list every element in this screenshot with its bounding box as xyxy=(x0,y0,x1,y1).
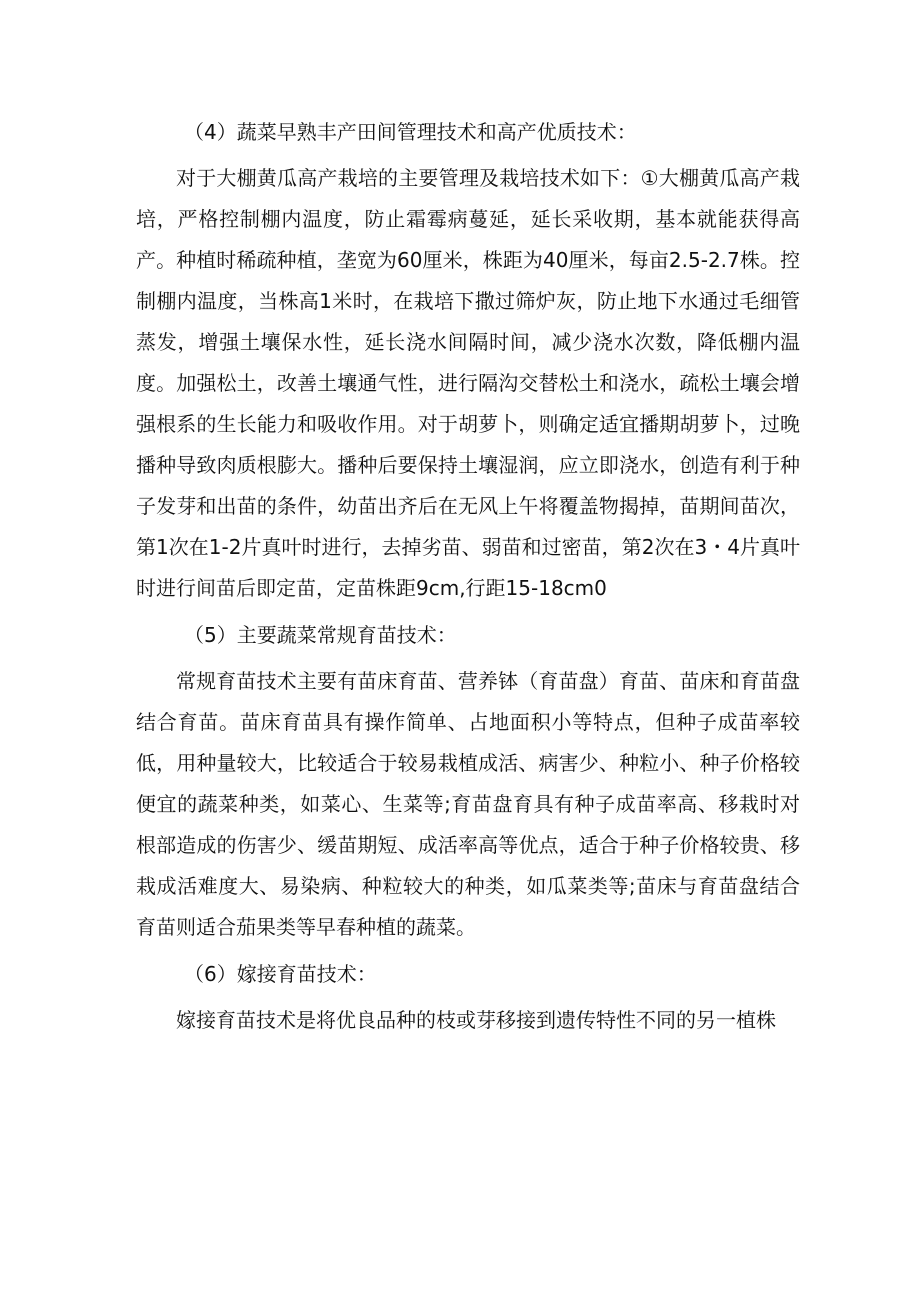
section-paragraph-4: 对于大棚黄瓜高产栽培的主要管理及栽培技术如下：①大棚黄瓜高产栽培，严格控制棚内温度，防止霜霉病蔓延，延长采收期，基本就能获得高产。种植时稀疏种植，垄宽为60厘米，株距为40厘米，每亩2.5-2.7株。控制棚内温度，当株高1米时，在栽培下撒过筛炉灰，防止地下水通过毛细管蒸发，增强土壤保水性，延长浇水间隔时间，减少浇水次数，降低棚内温度。加强松土，改善土壤通气性，进行隔沟交替松土和浇水，疏松土壤会增强根系的生长能力和吸收作用。对于胡萝卜，则确定适宜播期胡萝卜，过晚播种导致肉质根膨大。播种后要保持土壤湿润，应立即浇水，创造有利于种子发芽和出苗的条件，幼苗出齐后在无风上午将覆盖物揭掉，苗期间苗次，第1次在1-2片真叶时进行，去掉劣苗、弱苗和过密苗，第2次在3・4片真叶时进行间苗后即定苗，定苗株距9cm,行距15-18cm0 xyxy=(136,166,800,600)
section-heading-4: （4）蔬菜早熟丰产田间管理技术和高产优质技术： xyxy=(184,120,637,144)
section-heading-6: （6）嫁接育苗技术： xyxy=(184,962,377,986)
document-body xyxy=(136,112,800,1041)
section-heading-5: （5）主要蔬菜常规育苗技术： xyxy=(184,623,457,647)
section-paragraph-6: 嫁接育苗技术是将优良品种的枝或芽移接到遗传特性不同的另一植株 xyxy=(176,1008,776,1032)
section-paragraph-5: 常规育苗技术主要有苗床育苗、营养钵（育苗盘）育苗、苗床和育苗盘结合育苗。苗床育苗具有操作简单、占地面积小等特点，但种子成苗率较低，用种量较大，比较适合于较易栽植成活、病害少、种粒小、种子价格较便宜的蔬菜种类，如菜心、生菜等;育苗盘育具有种子成苗率高、移栽时对根部造成的伤害少、缓苗期短、成活率高等优点，适合于种子价格较贵、移栽成活难度大、易染病、种粒较大的种类，如瓜菜类等;苗床与育苗盘结合育苗则适合茄果类等早春种植的蔬菜。 xyxy=(136,669,800,939)
